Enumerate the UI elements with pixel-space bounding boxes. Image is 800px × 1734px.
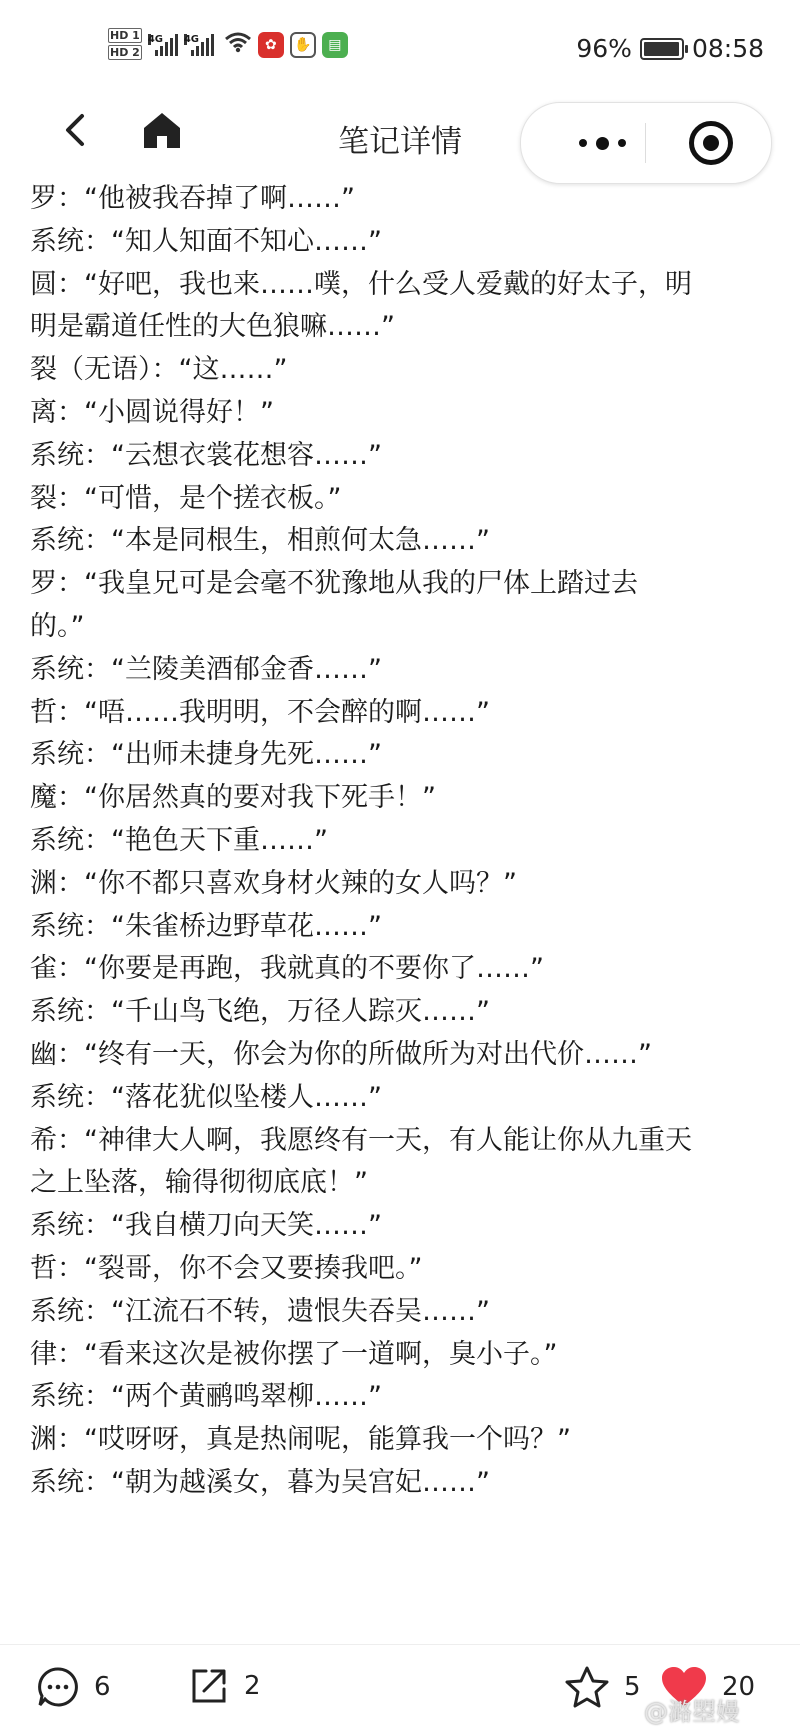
status-right xyxy=(576,34,764,63)
hd1-badge: HD 1 xyxy=(110,29,140,42)
battery-percent: 96% xyxy=(576,34,632,63)
nav-bar xyxy=(0,100,800,190)
status-bar xyxy=(0,0,800,100)
content-line: 哲：“裂哥，你不会又要揍我吧。” xyxy=(30,1252,423,1284)
page-title: 笔记详情 xyxy=(338,124,462,160)
content-line: 系统：“云想衣裳花想容……” xyxy=(30,439,382,471)
watermark: @潞曌嫚 xyxy=(644,1698,740,1726)
signal-icon-2 xyxy=(184,34,214,56)
comment-button[interactable] xyxy=(36,1665,111,1709)
more-dots-icon[interactable] xyxy=(557,125,647,161)
content-line: 律：“看来这次是被你摆了一道啊，臭小子。” xyxy=(30,1338,558,1370)
content-line: 罗：“他被我吞掉了啊……” xyxy=(30,183,355,214)
wifi-icon xyxy=(224,31,252,59)
capsule-divider xyxy=(645,123,646,163)
content-line: 雀：“你要是再跑，我就真的不要你了……” xyxy=(30,953,544,985)
share-button[interactable] xyxy=(188,1665,261,1707)
content-line: 的。” xyxy=(30,610,85,642)
battery-fill xyxy=(644,42,679,56)
content-line: 渊：“你不都只喜欢身材火辣的女人吗？” xyxy=(30,867,517,899)
comment-icon xyxy=(36,1665,80,1709)
content-line: 裂：“可惜，是个搓衣板。” xyxy=(30,482,342,514)
content-line: 圆：“好吧，我也来……噗，什么受人爱戴的好太子，明 xyxy=(30,268,692,300)
content-line: 系统：“出师未捷身先死……” xyxy=(30,739,382,771)
network-label-1: 4G xyxy=(147,34,163,45)
network-label-2: 4G xyxy=(183,34,199,45)
star-count: 5 xyxy=(624,1672,641,1702)
content-line: 明是霸道任性的大色狼嘛……” xyxy=(30,311,395,343)
content-line: 系统：“艳色天下重……” xyxy=(30,824,328,856)
content-line: 系统：“江流石不转，遗恨失吞吴……” xyxy=(30,1295,490,1327)
content-line: 系统：“朱雀桥边野草花……” xyxy=(30,910,382,942)
target-icon[interactable] xyxy=(689,121,733,165)
hd-badges xyxy=(108,28,142,62)
mini-program-capsule xyxy=(520,102,772,184)
content-line: 系统：“知人知面不知心……” xyxy=(30,225,382,257)
star-icon xyxy=(564,1665,610,1709)
content-line: 幽：“终有一天，你会为你的所做所为对出代价……” xyxy=(30,1038,652,1070)
content-line: 哲：“唔……我明明，不会醉的啊……” xyxy=(30,696,490,728)
star-button[interactable] xyxy=(564,1665,641,1709)
content-line: 系统：“兰陵美酒郁金香……” xyxy=(30,653,382,685)
sim-icon: ▤ xyxy=(322,32,348,58)
comment-count: 6 xyxy=(94,1672,111,1702)
content-line: 渊：“哎呀呀，真是热闹呢，能算我一个吗？” xyxy=(30,1424,571,1456)
hand-icon: ✋ xyxy=(290,32,316,58)
content-line: 系统：“千山鸟飞绝，万径人踪灭……” xyxy=(30,996,490,1028)
content-line: 系统：“我自横刀向天笑……” xyxy=(30,1210,382,1242)
content-line: 罗：“我皇兄可是会毫不犹豫地从我的尸体上踏过去 xyxy=(30,568,638,600)
signal-icon-1 xyxy=(148,34,178,56)
clock: 08:58 xyxy=(691,34,764,63)
content-line: 系统：“两个黄鹂鸣翠柳……” xyxy=(30,1381,382,1413)
content-line: 系统：“本是同根生，相煎何太急……” xyxy=(30,525,490,557)
share-icon xyxy=(188,1665,230,1707)
share-count: 2 xyxy=(244,1671,261,1701)
content-line: 系统：“朝为越溪女，暮为吴宫妃……” xyxy=(30,1466,490,1498)
hd2-badge: HD 2 xyxy=(110,46,140,59)
note-content xyxy=(30,178,770,1505)
red-app-icon: ✿ xyxy=(258,32,284,58)
status-left xyxy=(108,28,348,62)
content-line: 裂（无语）：“这……” xyxy=(30,354,288,386)
content-line: 希：“神律大人啊，我愿终有一天，有人能让你从九重天 xyxy=(30,1124,692,1156)
like-count: 20 xyxy=(722,1672,756,1702)
content-line: 离：“小圆说得好！” xyxy=(30,396,274,428)
content-line: 之上坠落，输得彻彻底底！” xyxy=(30,1167,368,1199)
battery-icon xyxy=(640,38,684,60)
content-line: 系统：“落花犹似坠楼人……” xyxy=(30,1081,382,1113)
content-line: 魔：“你居然真的要对我下死手！” xyxy=(30,782,436,814)
